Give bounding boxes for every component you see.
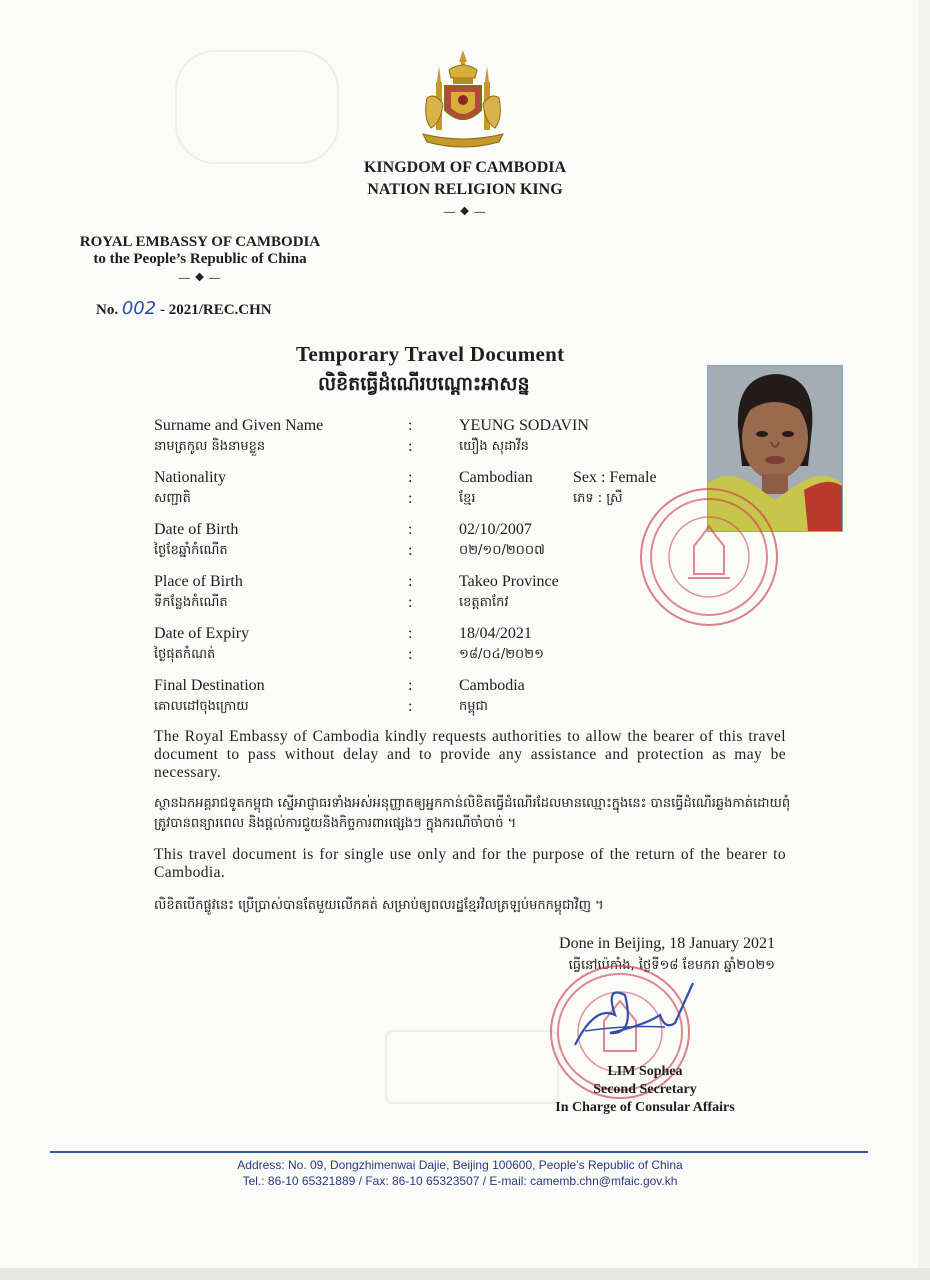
field-label: Final Destination xyxy=(154,677,265,694)
field-value: Cambodia xyxy=(459,677,525,694)
request-paragraph-khmer: ស្ថានឯកអគ្គរាជទូតកម្ពុជា ស្នើអាជ្ញាធរទាំងអស់អនុញ្ញាតឲ្យអ្នកកាន់លិខិតធ្វើដំណើរដែលមានឈ្មោះក្នុងនេះ បានធ្វើដំណើរឆ្លងកាត់ដោយពុំត្រូវបានពន្យារពេល និងផ្តល់ការជួយនិងកិច្ចការពារផ្សេងៗ ក្នុងករណីចាំបាច់ ។ xyxy=(154,796,791,831)
document-title-khmer: លិខិតធ្វើដំណើរបណ្តោះអាសន្ន xyxy=(318,373,530,395)
field-value-khmer: យឿង សុដាវីន xyxy=(459,439,529,454)
field-value: Takeo Province xyxy=(459,573,559,590)
field-value-khmer: ខ្មែរ xyxy=(459,491,476,506)
header-ornament: — ❖ — xyxy=(443,206,487,218)
national-motto: NATION RELIGION KING xyxy=(367,181,563,198)
embassy-country: to the People’s Republic of China xyxy=(93,251,307,267)
kingdom-name: KINGDOM OF CAMBODIA xyxy=(363,159,567,176)
document-title: Temporary Travel Document xyxy=(296,342,565,366)
field-nationality xyxy=(154,467,714,519)
field-label-khmer: គោលដៅចុងក្រោយ xyxy=(154,699,249,714)
field-label-khmer: ថ្ងៃផុតកំណត់ xyxy=(154,647,216,662)
footer-divider xyxy=(50,1151,868,1153)
field-label-khmer: នាមត្រកូល និងនាមខ្លួន xyxy=(154,439,266,454)
signatory-name: LIM Sophea xyxy=(607,1064,683,1079)
field-colon: : xyxy=(408,521,413,538)
royal-coat-of-arms-icon xyxy=(415,48,511,152)
field-label: Place of Birth xyxy=(154,573,243,590)
field-value: YEUNG SODAVIN xyxy=(459,417,589,434)
field-colon: : xyxy=(408,594,413,611)
request-paragraph: The Royal Embassy of Cambodia kindly requests authorities to allow the bearer of this travel document to pass without delay and to provide any assistance and protection as may be necessary. xyxy=(154,728,786,781)
bleed-through-box xyxy=(385,1030,559,1104)
footer-contact: Tel.: 86-10 65321889 / Fax: 86-10 65323507 / E-mail: camemb.chn@mfaic.gov.kh xyxy=(242,1174,678,1188)
field-colon: : xyxy=(408,542,413,559)
field-label-khmer: សញ្ជាតិ xyxy=(154,491,191,506)
field-name xyxy=(154,415,714,467)
bleed-through-stamp xyxy=(175,50,339,164)
field-label: Date of Expiry xyxy=(154,625,250,642)
field-date-of-birth xyxy=(154,519,714,571)
place-date-khmer: ធ្វើនៅប៉េកាំង, ថ្ងៃទី១៨ ខែមករា ឆ្នាំ២០២១ xyxy=(568,958,775,973)
field-label: Surname and Given Name xyxy=(154,417,324,434)
footer xyxy=(60,1157,860,1189)
reference-number xyxy=(96,298,272,319)
field-colon: : xyxy=(408,677,413,694)
handwritten-signature xyxy=(565,975,700,1055)
reference-prefix: No. xyxy=(96,302,119,318)
field-value: 18/04/2021 xyxy=(459,625,532,642)
field-colon: : xyxy=(408,646,413,663)
single-use-paragraph: This travel document is for single use only and for the purpose of the return of the bearer to Cambodia. xyxy=(154,846,786,881)
field-colon: : xyxy=(408,573,413,590)
field-colon: : xyxy=(408,469,413,486)
field-date-of-expiry xyxy=(154,623,714,675)
scan-bottom-edge xyxy=(0,1268,930,1280)
embassy-name: ROYAL EMBASSY OF CAMBODIA xyxy=(79,234,321,250)
field-colon: : xyxy=(408,438,413,455)
field-value-khmer: ១៨/០៤/២០២១ xyxy=(459,647,544,662)
place-date-en: Done in Beijing, 18 January 2021 xyxy=(559,935,775,952)
reference-handwritten-number: 002 xyxy=(121,298,157,319)
field-place-of-birth xyxy=(154,571,714,623)
field-label-khmer: ទីកន្លែងកំណើត xyxy=(154,595,228,610)
field-label: Nationality xyxy=(154,469,226,486)
footer-address: Address: No. 09, Dongzhimenwai Dajie, Beijing 100600, People’s Republic of China xyxy=(237,1158,683,1172)
field-value-khmer: ខេត្តតាកែវ xyxy=(459,595,509,610)
field-label-khmer: ថ្ងៃខែឆ្នាំកំណើត xyxy=(154,543,228,558)
field-final-destination xyxy=(154,675,714,727)
reference-suffix: - 2021/REC.CHN xyxy=(159,302,272,318)
field-colon: : xyxy=(408,490,413,507)
embassy-header xyxy=(55,234,345,287)
embassy-ornament: — ❖ — xyxy=(178,272,222,284)
field-colon: : xyxy=(408,417,413,434)
field-label: Date of Birth xyxy=(154,521,239,538)
field-colon: : xyxy=(408,698,413,715)
field-value-khmer: កម្ពុជា xyxy=(459,699,488,714)
single-use-paragraph-khmer: លិខិតបើកផ្លូវនេះ ប្រើប្រាស់បានតែមួយលើកគត់ សម្រាប់ឲ្យពលរដ្ឋខ្មែរវិលត្រឡប់មកកម្ពុជាវិញ ។ xyxy=(154,898,604,913)
signatory-department: In Charge of Consular Affairs xyxy=(555,1100,735,1115)
kingdom-header xyxy=(300,157,630,223)
signatory-block xyxy=(545,1063,745,1117)
field-value: Cambodian xyxy=(459,469,533,486)
signatory-title: Second Secretary xyxy=(593,1082,697,1097)
field-sex-khmer: ភេទ : ស្រី xyxy=(573,491,623,506)
field-value-khmer: ០២/១០/២០០៧ xyxy=(459,543,545,558)
field-value: 02/10/2007 xyxy=(459,521,532,538)
field-sex: Sex : Female xyxy=(573,469,657,486)
personal-details xyxy=(154,415,714,727)
field-colon: : xyxy=(408,625,413,642)
